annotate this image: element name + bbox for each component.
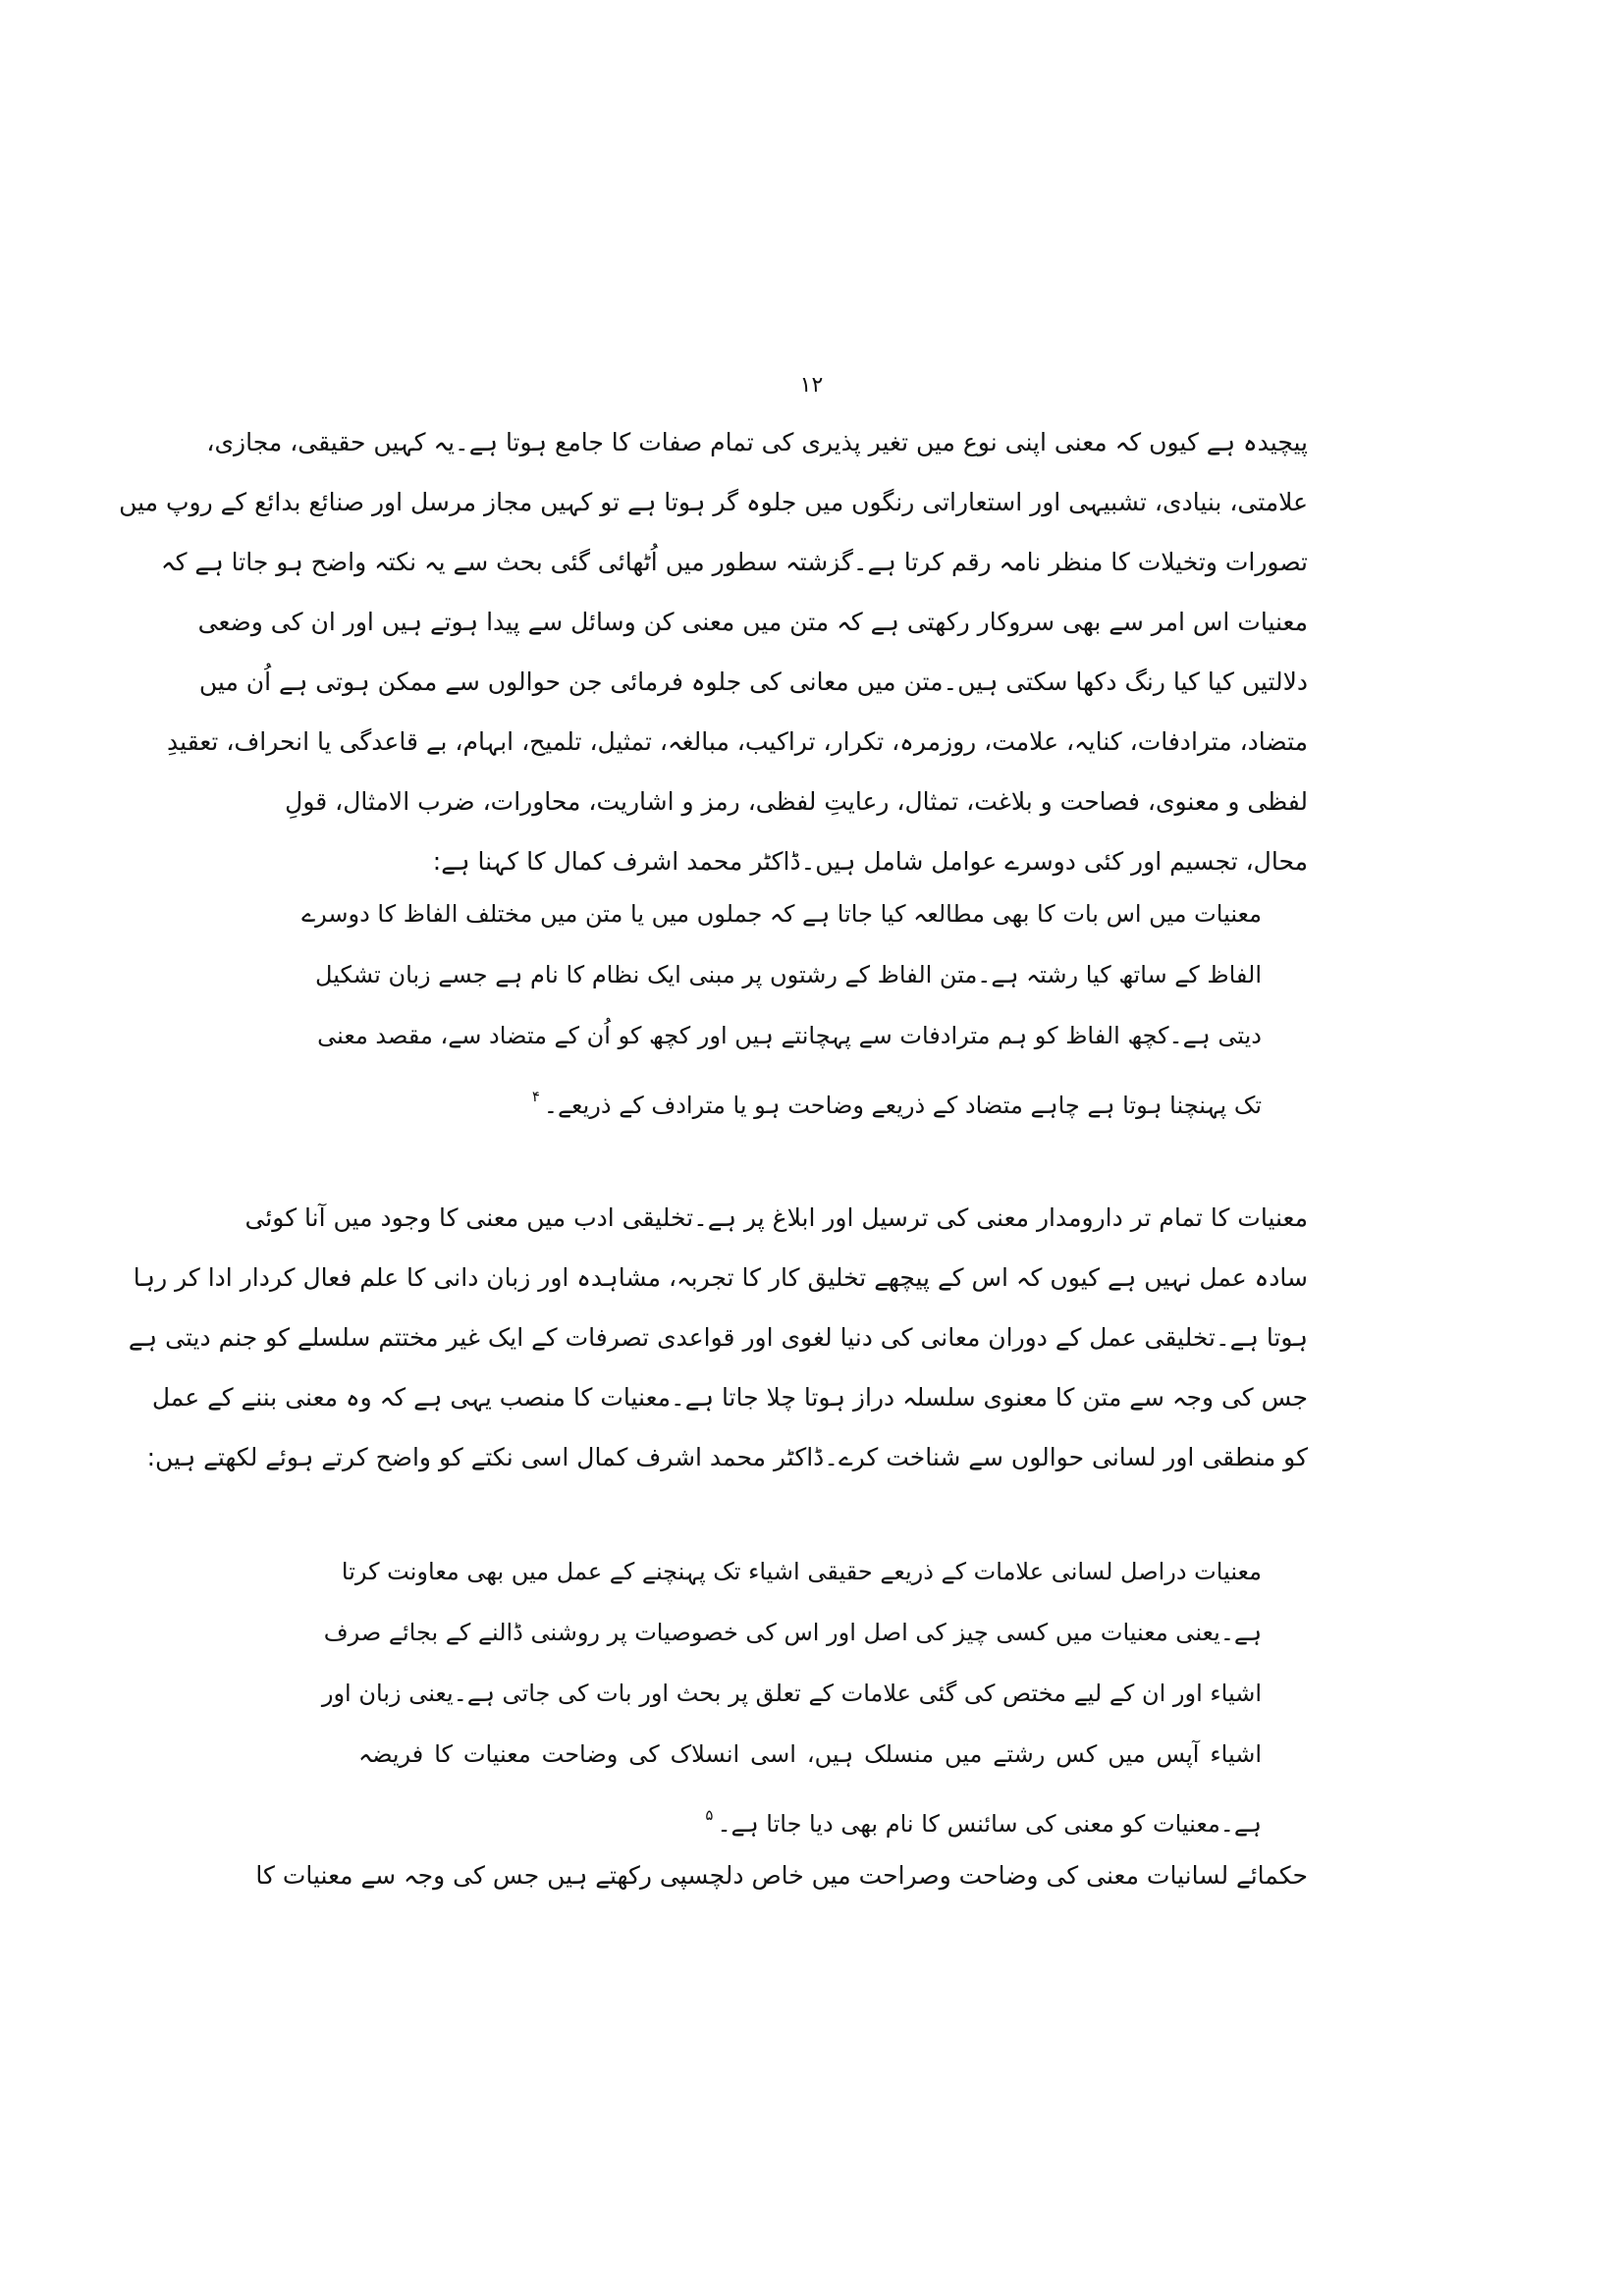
quote-line: الفاظ کے ساتھ کیا رشتہ ہے۔متن الفاظ کے رشتوں پر مبنی ایک نظام کا نام ہے جسے زبان تشکیل <box>315 961 1262 988</box>
block-quote-1 <box>301 883 1262 1127</box>
footnote-marker: ۵ <box>705 1806 714 1824</box>
paragraph-line: تصورات وتخیلات کا منظر نامہ رقم کرتا ہے۔گزشتہ سطور میں اُٹھائی گئی بحث سے یہ نکتہ واضح ہو جاتا ہے کہ <box>160 548 1308 576</box>
paragraph-line: سادہ عمل نہیں ہے کیوں کہ اس کے پیچھے تخلیق کار کا تجربہ، مشاہدہ اور زبان دانی کا علم فعال کردار ادا کر رہا <box>133 1263 1308 1292</box>
paragraph-line: علامتی، بنیادی، تشبیہی اور استعاراتی رنگوں میں جلوہ گر ہوتا ہے تو کہیں مجاز مرسل اور صنائع بدائع کے روپ میں <box>119 488 1308 516</box>
paragraph-line: جس کی وجہ سے متن کا معنوی سلسلہ دراز ہوتا چلا جاتا ہے۔معنیات کا منصب یہی ہے کہ وہ معنی بننے کے عمل <box>151 1383 1308 1412</box>
paragraph-line: پیچیدہ ہے کیوں کہ معنی اپنی نوع میں تغیر پذیری کی تمام صفات کا جامع ہوتا ہے۔یہ کہیں حقیقی، مجازی، <box>206 428 1308 456</box>
page-number: ۱۲ <box>799 373 824 398</box>
quote-line: دیتی ہے۔کچھ الفاظ کو ہم مترادفات سے پہچانتے ہیں اور کچھ کو اُن کے متضاد سے، مقصد معنی <box>317 1022 1262 1049</box>
quote-line: اشیاء اور ان کے لیے مختص کی گئی علامات کے تعلق پر بحث اور بات کی جاتی ہے۔یعنی زبان اور <box>321 1680 1262 1707</box>
paragraph-line: متضاد، مترادفات، کنایہ، علامت، روزمرہ، تکرار، تراکیب، مبالغہ، تمثیل، تلمیح، ابہام، بے قاعدگی یا انحراف، تعقیدِ <box>167 727 1308 756</box>
quote-line: اشیاء آپس میں کس رشتے میں منسلک ہیں، اسی انسلاک کی وضاحت معنیات کا فریضہ <box>358 1740 1262 1768</box>
paragraph-2 <box>128 1188 1308 1487</box>
paragraph-line: معنیات کا تمام تر دارومدار معنی کی ترسیل اور ابلاغ پر ہے۔تخلیقی ادب میں معنی کا وجود میں آنا کوئی <box>244 1203 1308 1232</box>
paragraph-line: لفظی و معنوی، فصاحت و بلاغت، تمثال، رعایتِ لفظی، رمز و اشاریت، محاورات، ضرب الامثال، قولِ <box>285 787 1308 816</box>
quote-line-last <box>358 1785 1262 1845</box>
paragraph-3 <box>255 1845 1308 1905</box>
quote-line: ہے۔یعنی معنیات میں کسی چیز کی اصل اور اس کی خصوصیات پر روشنی ڈالنے کے بجائے صرف <box>323 1619 1262 1646</box>
footnote-marker: ۴ <box>531 1088 540 1105</box>
block-quote-2 <box>321 1541 1262 1845</box>
quote-text: تک پہنچنا ہوتا ہے چاہے متضاد کے ذریعے وضاحت ہو یا مترادف کے ذریعے۔ <box>543 1092 1262 1119</box>
quote-text: ہے۔معنیات کو معنی کی سائنس کا نام بھی دیا جاتا ہے۔ <box>717 1810 1262 1838</box>
paragraph-line: کو منطقی اور لسانی حوالوں سے شناخت کرے۔ڈاکٹر محمد اشرف کمال اسی نکتے کو واضح کرتے ہوئے لکھتے ہیں: <box>146 1443 1308 1471</box>
quote-line-last <box>358 1066 1262 1127</box>
paragraph-line: دلالتیں کیا کیا رنگ دکھا سکتی ہیں۔متن میں معانی کی جلوہ فرمائی جن حوالوں سے ممکن ہوتی ہے اُن میں <box>198 667 1308 696</box>
paragraph-line: حکمائے لسانیات معنی کی وضاحت وصراحت میں خاص دلچسپی رکھتے ہیں جس کی وجہ سے معنیات کا <box>255 1861 1308 1890</box>
paragraph-line: محال، تجسیم اور کئی دوسرے عوامل شامل ہیں۔ڈاکٹر محمد اشرف کمال کا کہنا ہے: <box>432 847 1308 876</box>
quote-line: معنیات دراصل لسانی علامات کے ذریعے حقیقی اشیاء تک پہنچنے کے عمل میں بھی معاونت کرتا <box>341 1558 1262 1585</box>
quote-line: معنیات میں اس بات کا بھی مطالعہ کیا جاتا ہے کہ جملوں میں یا متن میں مختلف الفاظ کا دوسرے <box>301 900 1262 928</box>
paragraph-line: معنیات اس امر سے بھی سروکار رکھتی ہے کہ متن میں معنی کن وسائل سے پیدا ہوتے ہیں اور ان کی وضعی <box>197 608 1308 636</box>
paragraph-1 <box>119 412 1308 891</box>
paragraph-line: ہوتا ہے۔تخلیقی عمل کے دوران معانی کی دنیا لغوی اور قواعدی تصرفات کے ایک غیر مختتم سلسلے کو جنم دیتی ہے <box>128 1323 1308 1352</box>
